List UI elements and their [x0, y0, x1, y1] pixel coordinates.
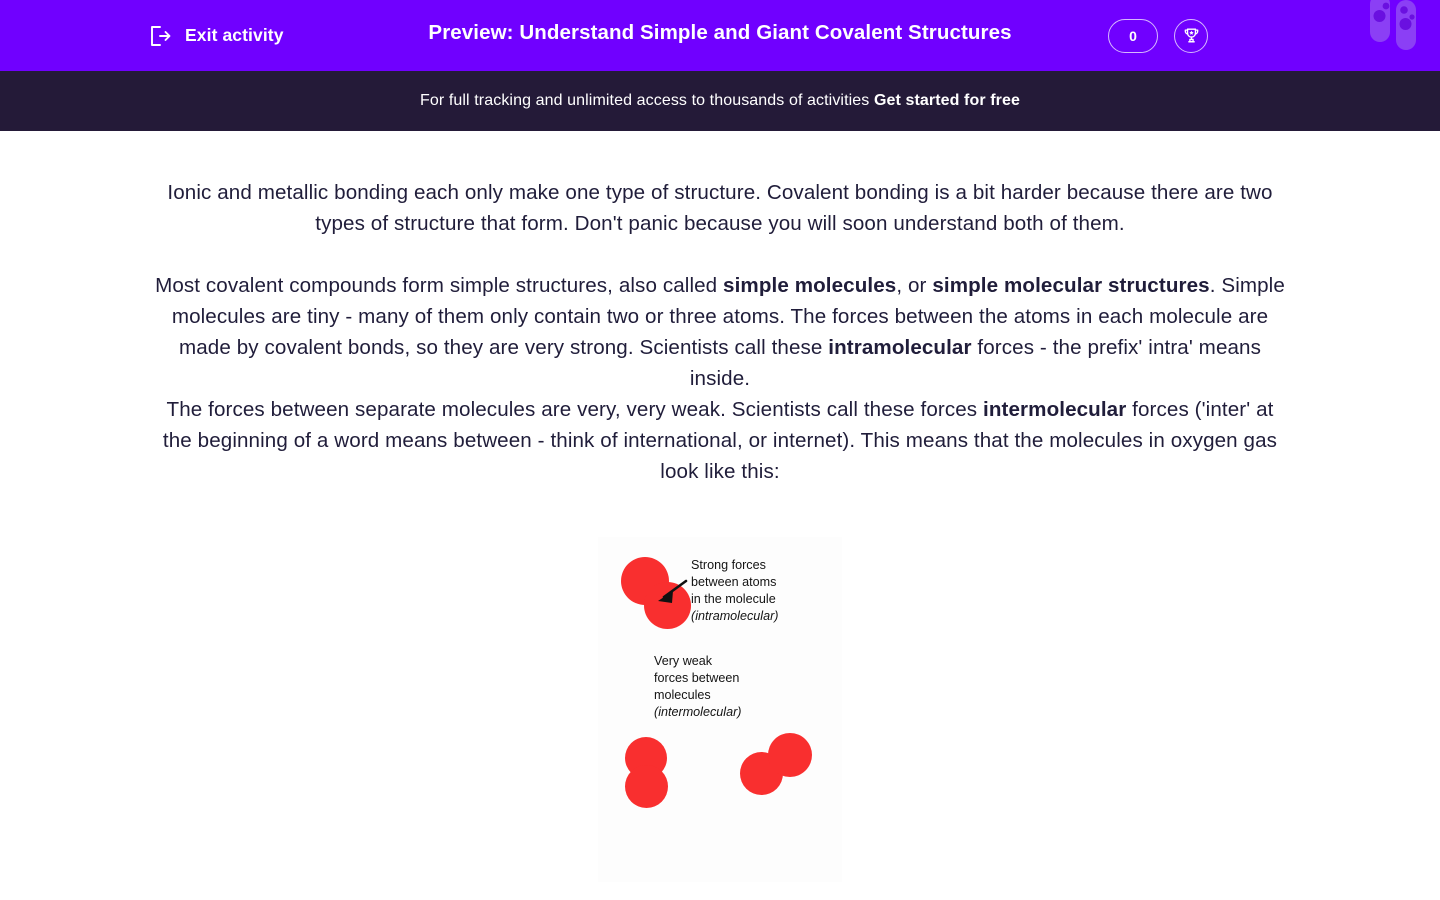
- test-tubes-icon: [1364, 0, 1426, 60]
- points-value: 0: [1129, 27, 1137, 44]
- paragraph-2-text-a: Most covalent compounds form simple structures, also called: [155, 274, 724, 297]
- top-bar: [0, 0, 1440, 71]
- paragraph-3-text-b: forces ('inter' at the beginning of a word means between - think of international, or internet). This means that the molecules in oxygen gas look like this:: [162, 398, 1278, 483]
- paragraph-2-text-d: forces - the prefix' intra' means inside.: [689, 336, 1261, 390]
- points-badge[interactable]: [1108, 19, 1158, 53]
- promo-banner: [0, 71, 1440, 131]
- paragraph-1-text: Ionic and metallic bonding each only make one type of structure. Covalent bonding is a bit harder because there are two types of structure that form. Don't panic because you will soon understand both of them.: [167, 181, 1273, 235]
- page-title: Preview: Understand Simple and Giant Covalent Structures: [428, 21, 1012, 44]
- term-intermolecular: intermolecular: [983, 398, 1127, 421]
- paragraph-2-text-b: , or: [896, 274, 933, 297]
- atom-bottom-left-lower: [625, 765, 668, 808]
- label-intermolecular-line-4: (intermolecular): [654, 705, 742, 719]
- label-intramolecular-line-4: (intramolecular): [691, 609, 779, 623]
- promo-text: [420, 92, 1020, 110]
- exit-activity-label: Exit activity: [185, 25, 284, 45]
- label-intramolecular: [691, 557, 778, 625]
- paragraph-2: [155, 239, 1285, 394]
- label-intermolecular-line-3: molecules: [654, 688, 711, 702]
- oxygen-molecules-diagram: [598, 537, 842, 882]
- label-intermolecular: [654, 653, 741, 721]
- trophy-icon: [1182, 26, 1201, 45]
- get-started-link[interactable]: Get started for free: [873, 92, 1020, 109]
- topbar-actions: [1108, 0, 1208, 71]
- label-intramolecular-line-3: in the molecule: [691, 592, 776, 606]
- promo-message: For full tracking and unlimited access to thousands of activities: [420, 92, 874, 109]
- atom-top-right: [644, 582, 691, 629]
- term-simple-molecular-structures: simple molecular structures: [932, 274, 1210, 297]
- paragraph-1: [155, 131, 1285, 239]
- trophy-button[interactable]: [1174, 19, 1208, 53]
- label-intermolecular-line-2: forces between: [654, 671, 740, 685]
- label-intramolecular-line-1: Strong forces: [691, 558, 766, 572]
- term-simple-molecules: simple molecules: [723, 274, 897, 297]
- exit-activity-button[interactable]: [147, 0, 284, 71]
- label-intermolecular-line-1: Very weak: [654, 654, 713, 668]
- paragraph-2-text-c: . Simple molecules are tiny - many of them only contain two or three atoms. The forces between the atoms in each molecule are made by covalent bonds, so they are very strong. Scientists call these: [171, 274, 1285, 359]
- paragraph-3: [155, 394, 1285, 487]
- atom-bottom-right-upper: [768, 733, 812, 777]
- diagram-container: [80, 487, 1360, 882]
- exit-activity-icon: [147, 23, 173, 49]
- lesson-content: [0, 131, 1440, 882]
- paragraph-3-text-a: The forces between separate molecules are very, very weak. Scientists call these forces: [166, 398, 984, 421]
- label-intramolecular-line-2: between atoms: [691, 575, 777, 589]
- term-intramolecular: intramolecular: [828, 336, 972, 359]
